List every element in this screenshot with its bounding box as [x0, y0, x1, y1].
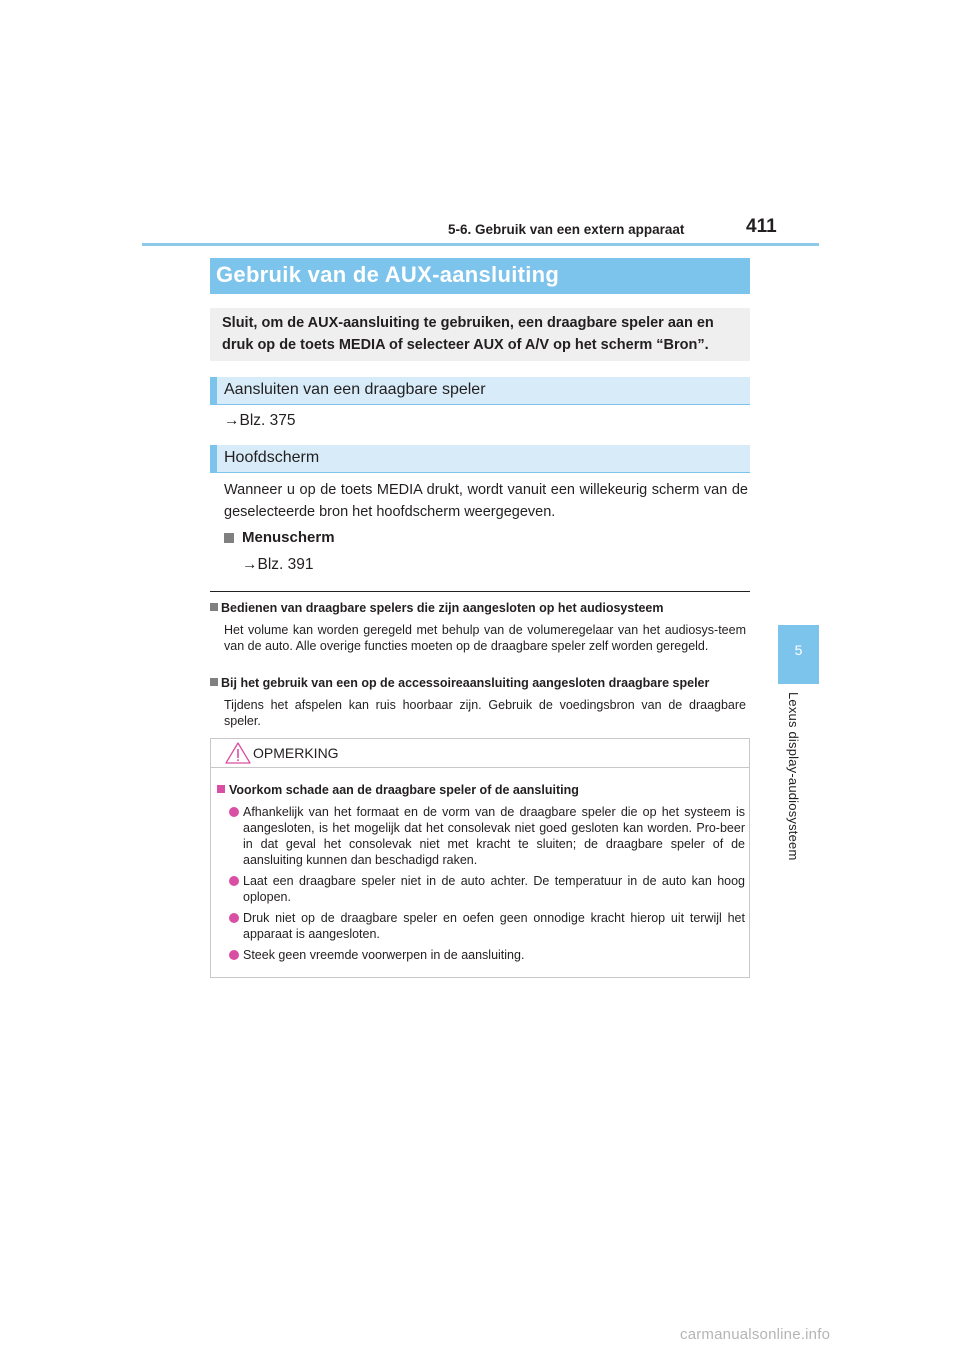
chapter-label: Lexus display-audiosysteem [786, 692, 801, 861]
square-bullet-icon [217, 785, 225, 793]
square-bullet-icon [224, 533, 234, 543]
warning-box [210, 738, 750, 978]
warning-bullet-text: Druk niet op de draagbare speler en oefen geen onnodige kracht hierop uit terwijl het apparaat is aangesloten. [243, 911, 745, 941]
section-heading-connect: Aansluiten van een draagbare speler [210, 377, 750, 405]
warning-bullet-text: Steek geen vreemde voorwerpen in de aansluiting. [243, 948, 525, 962]
bullet-dot-icon [229, 807, 239, 817]
page-title: Gebruik van de AUX-aansluiting [210, 258, 750, 294]
note-text: Het volume kan worden geregeld met behulp van de volumeregelaar van het audiosys-teem van de auto. Alle overige functies moeten op de draagbare speler zelf worden geregeld. [224, 623, 746, 653]
main-screen-text: Wanneer u op de toets MEDIA drukt, wordt vanuit een willekeurig scherm van de geselecteerde bron het hoofdscherm weergegeven. [224, 482, 748, 520]
page-reference-link[interactable]: →Blz. 375 [224, 412, 296, 429]
note-text: Tijdens het afspelen kan ruis hoorbaar zijn. Gebruik de voedingsbron van de draagbare speler. [224, 698, 746, 728]
warning-bullet-text: Afhankelijk van het formaat en de vorm van de draagbare speler die op het systeem is aangesloten, is het mogelijk dat het consolevak niet goed gesloten kan worden. Pro-beer in dat geval het consolevak niet met kracht te sluiten; de draagbare speler of de aansluiting kunnen dan beschadigd raken. [243, 805, 745, 867]
menu-screen-label: Menuscherm [242, 529, 335, 546]
note-heading-text: Bij het gebruik van een op de accessoireaansluiting aangesloten draagbare speler [221, 676, 710, 690]
page-reference-link[interactable]: →Blz. 391 [242, 556, 314, 573]
section-heading-main-screen: Hoofdscherm [210, 445, 750, 473]
note-heading-text: Bedienen van draagbare spelers die zijn aangesloten op het audiosysteem [221, 601, 664, 615]
page-number: 411 [746, 216, 777, 237]
warning-bullet-text: Laat een draagbare speler niet in de auto achter. De temperatuur in de auto kan hoog oplopen. [243, 874, 745, 904]
warning-subheading-text: Voorkom schade aan de draagbare speler of de aansluiting [229, 783, 579, 797]
menu-screen-heading [224, 529, 335, 546]
header-rule [142, 243, 819, 246]
bullet-dot-icon [229, 950, 239, 960]
bullet-dot-icon [229, 876, 239, 886]
warning-triangle-icon [225, 742, 251, 764]
square-bullet-icon [210, 603, 218, 611]
warning-bullet [229, 873, 745, 905]
warning-title: OPMERKING [253, 745, 339, 761]
chapter-tab[interactable]: 5 [778, 625, 819, 684]
square-bullet-icon [210, 678, 218, 686]
divider [210, 591, 750, 592]
bullet-dot-icon [229, 913, 239, 923]
intro-box: Sluit, om de AUX-aansluiting te gebruiken, een draagbare speler aan en druk op de toets MEDIA of selecteer AUX of A/V op het scherm “Bron”. [210, 308, 750, 361]
warning-bullet [229, 947, 745, 963]
warning-header [211, 739, 749, 768]
header-section-title: 5-6. Gebruik van een extern apparaat [448, 222, 685, 237]
note-heading [210, 601, 664, 615]
warning-bullet [229, 804, 745, 868]
watermark: carmanualsonline.info [680, 1326, 831, 1343]
note-heading [210, 676, 709, 690]
warning-subheading [217, 783, 579, 797]
warning-bullet [229, 910, 745, 942]
